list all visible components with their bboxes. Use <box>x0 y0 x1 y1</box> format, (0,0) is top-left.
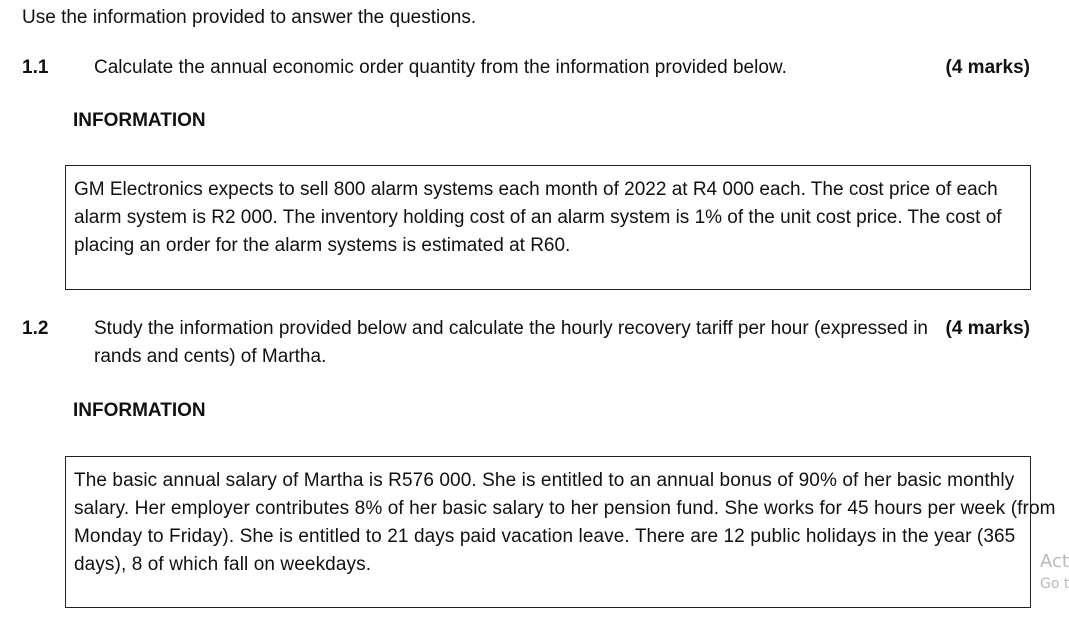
question-number-1-1: 1.1 <box>22 57 49 78</box>
info-line: salary. Her employer contributes 8% of her basic salary to her pension fund. She works for 45 hours per week (from <box>74 498 1056 519</box>
question-text-1-2-line2: rands and cents) of Martha. <box>94 346 327 367</box>
question-text-1-2-line1: Study the information provided below and calculate the hourly recovery tariff per hour (expressed in <box>94 318 928 339</box>
info-line: The basic annual salary of Martha is R576 000. She is entitled to an annual bonus of 90% of her basic monthly <box>74 470 1015 491</box>
info-line: Monday to Friday). She is entitled to 21 days paid vacation leave. There are 12 public holidays in the year (365 <box>74 526 1016 547</box>
info-line: GM Electronics expects to sell 800 alarm systems each month of 2022 at R4 000 each. The cost price of each <box>74 179 998 200</box>
question-number-1-2: 1.2 <box>22 318 49 339</box>
info-heading-1-2: INFORMATION <box>73 400 206 421</box>
question-text-1-1: Calculate the annual economic order quantity from the information provided below. <box>94 57 787 78</box>
activation-watermark-subtitle: Go t <box>1040 576 1069 592</box>
info-box-1-1 <box>65 165 1031 290</box>
activation-watermark-title: Act <box>1040 551 1069 572</box>
info-heading-1-1: INFORMATION <box>73 110 206 131</box>
info-line: placing an order for the alarm systems is estimated at R60. <box>74 235 571 256</box>
info-line: days), 8 of which fall on weekdays. <box>74 554 372 575</box>
question-marks-1-2: (4 marks) <box>945 318 1030 339</box>
intro-text: Use the information provided to answer the questions. <box>22 7 477 28</box>
info-line: alarm system is R2 000. The inventory holding cost of an alarm system is 1% of the unit cost price. The cost of <box>74 207 1002 228</box>
question-marks-1-1: (4 marks) <box>945 57 1030 78</box>
